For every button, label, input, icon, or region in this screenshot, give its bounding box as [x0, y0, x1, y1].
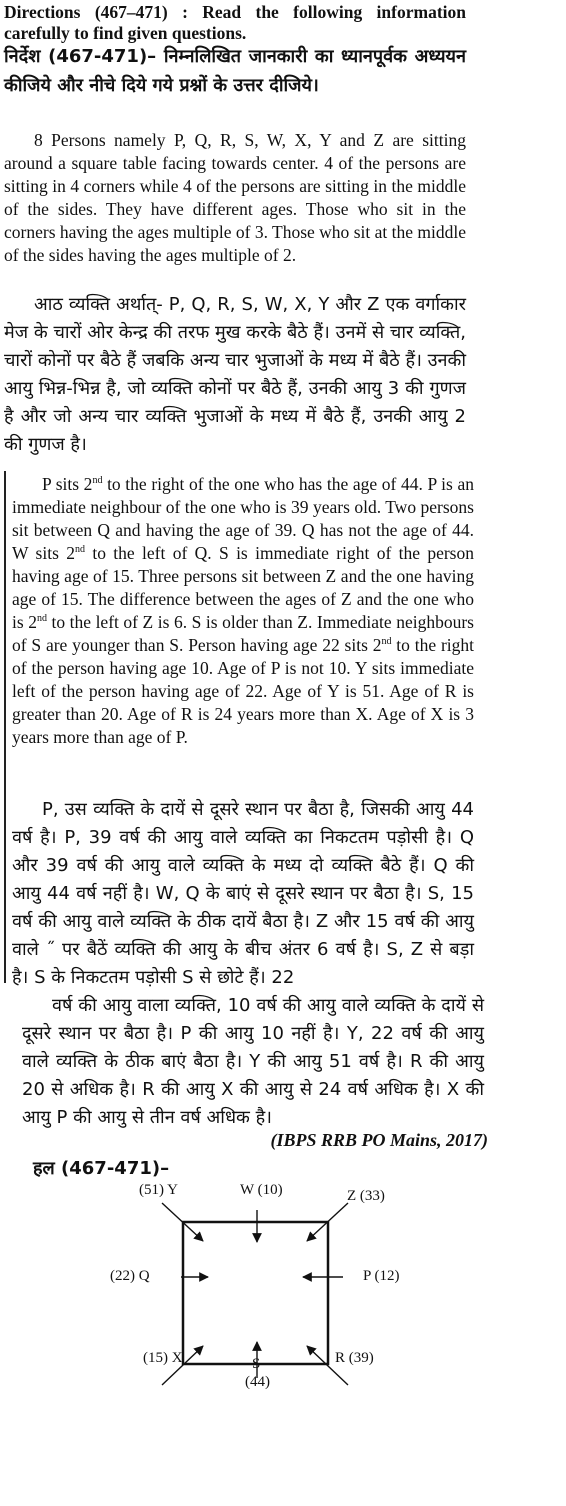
solution-heading: हल (467-471)–	[33, 1158, 170, 1179]
label-mid-left-q: (22) Q	[110, 1268, 150, 1284]
conditions-en	[12, 473, 474, 749]
label-top-mid-w: W (10)	[240, 1182, 283, 1198]
cond-sup-1: nd	[92, 475, 103, 487]
label-bottom-mid-age: (44)	[245, 1374, 270, 1390]
square-table	[183, 1222, 328, 1364]
conditions-hi-a: P, उस व्यक्ति के दायें से दूसरे स्थान पर बैठा है, जिसकी आयु 44 वर्ष है। P, 39 वर्ष की आयु वाले व्यक्ति का निकटतम पड़ोसी है। Q और 39 वर्ष की आयु वाले व्यक्ति के मध्य दो व्यक्ति बैठे हैं। Q की आयु 44 वर्ष नहीं है। W, Q के बाएं से दूसरे स्थान पर बैठा है। S, 15 वर्ष की आयु वाले व्यक्ति के ठीक दायें बैठा है। Z और 15 वर्ष की आयु वाले ˝ पर बैठें व्यक्ति की आयु के बीच अंतर 6 वर्ष है। S, Z से बड़ा है। S के निकटतम पड़ोसी S से छोटे हैं। 22	[12, 799, 474, 988]
cond-en-5: to the right of the person having age 10. Age of P is not 10. Y sits immediate left of the person having age of 22. Age of Y is 51. Age of R is greater than 20. Age of R is 24 years more than X. Age of X is 3 years more than age of P.	[12, 635, 475, 747]
intro-hi: आठ व्यक्ति अर्थात्- P, Q, R, S, W, X, Y और Z एक वर्गाकार मेज के चारों ओर केन्द्र की तरफ मुख करके बैठे हैं। उनमें से चार व्यक्ति, चारों कोनों पर बैठे हैं जबकि अन्य चार भुजाओं के मध्य में बैठे हैं। उनकी आयु भिन्न-भिन्न है, जो व्यक्ति कोनों पर बैठे हैं, उनकी आयु 3 की गुणज है और जो अन्य चार व्यक्ति भुजाओं के मध्य में बैठे हैं, उनकी आयु 2 की गुणज है।	[4, 294, 466, 455]
label-mid-right-p: P (12)	[363, 1268, 400, 1284]
directions-en: Directions (467–471) : Read the following information carefully to find given questions.	[4, 2, 466, 43]
label-bottom-mid-s: S	[252, 1356, 261, 1372]
intro-en: 8 Persons namely P, Q, R, S, W, X, Y and Z are sitting around a square table facing towards center. 4 of the persons are sitting in 4 corners while 4 of the persons are sitting in the middle of the sides. They have different ages. Those who sit in the corners having the ages multiple of 3. Those who sit at the middle of the sides having the ages multiple of 2.	[4, 130, 466, 265]
directions-hi: निर्देश (467-471)– निम्नलिखित जानकारी का ध्यानपूर्वक अध्ययन कीजिये और नीचे दिये गये प्रश्नों के उत्तर दीजिये।	[4, 46, 466, 96]
cond-en-4: to the left of Z is 6. S is older than Z. Immediate neighbours of S are younger than S. Person having age 22 sits 2	[12, 612, 474, 655]
label-top-right-z: Z (33)	[347, 1188, 385, 1204]
cond-sup-2: nd	[75, 544, 85, 556]
label-top-left-y: (51) Y	[139, 1182, 179, 1198]
conditions-hi-b: वर्ष की आयु वाला व्यक्ति, 10 वर्ष की आयु वाले व्यक्ति के दायें से दूसरे स्थान पर बैठा है। P की आयु 10 नहीं है। Y, 22 वर्ष की आयु वाले व्यक्ति के ठीक बाएं बैठा है। Y की आयु 51 वर्ष है। R की आयु 20 से अधिक है। R की आयु X की आयु से 24 वर्ष अधिक है। X की आयु P की आयु से तीन वर्ष अधिक है।	[22, 995, 484, 1128]
cond-sup-3: nd	[36, 613, 47, 625]
source-citation: (IBPS RRB PO Mains, 2017)	[270, 1130, 488, 1150]
cond-en-3: to the left of Q. S is immediate right of the person having age of 15. Three persons sit between Z and the one having age of 15. The difference between the ages of Z and the one who is 2	[12, 543, 474, 632]
cond-sup-4: nd	[381, 636, 392, 648]
left-border-rule	[4, 471, 6, 983]
cond-en-1: P sits 2	[42, 474, 93, 494]
label-bottom-right-r: R (39)	[335, 1350, 374, 1366]
seating-diagram	[0, 1170, 566, 1410]
label-bottom-left-x: (15) X	[143, 1350, 183, 1366]
cond-en-2: to the right of the one who has the age of 44. P is an immediate neighbour of the one who is 39 years old. Two persons sit between Q and having the age of 39. Q has not the age of 44. W sits 2	[12, 474, 474, 563]
